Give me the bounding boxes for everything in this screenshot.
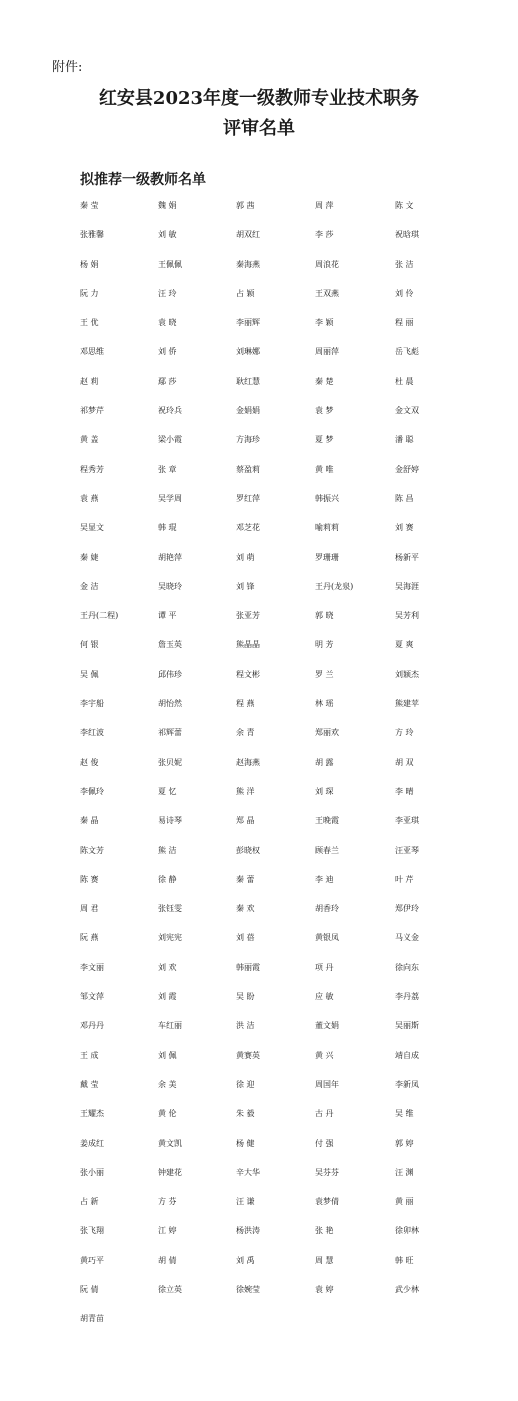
- teacher-name: 王耀杰: [80, 1109, 104, 1119]
- teacher-name: 刘 萌: [236, 552, 255, 562]
- teacher-name: 袁梦倩: [315, 1197, 339, 1207]
- teacher-name: 刘 伶: [395, 288, 414, 298]
- teacher-name: 刘宪宪: [158, 933, 182, 943]
- teacher-name: 吴晓玲: [158, 581, 182, 591]
- teacher-name: 金 洁: [80, 581, 99, 591]
- teacher-name: 王晚霞: [315, 816, 339, 826]
- name-row: [80, 1132, 460, 1161]
- name-row: [80, 223, 460, 252]
- name-row: [80, 340, 460, 369]
- teacher-name: 金舒婷: [395, 464, 419, 474]
- teacher-name: 刘 敏: [158, 230, 177, 240]
- teacher-name: 刘 琛: [315, 786, 334, 796]
- teacher-name: 杨洪涛: [236, 1226, 260, 1236]
- teacher-name: 李亚琪: [395, 816, 419, 826]
- teacher-name: 胡怡然: [158, 699, 182, 709]
- teacher-name: 阮 倩: [80, 1284, 99, 1294]
- name-row: [80, 487, 460, 516]
- teacher-name: 秦 莹: [80, 201, 99, 210]
- teacher-name: 陈 赛: [80, 874, 99, 884]
- teacher-name: 辛大华: [236, 1167, 260, 1177]
- teacher-name: 张 艳: [315, 1226, 334, 1236]
- teacher-name: 吴 盼: [236, 992, 255, 1002]
- teacher-name: 岳飞彪: [395, 347, 419, 357]
- name-row: [80, 399, 460, 428]
- teacher-name: 胡 露: [315, 757, 334, 767]
- teacher-name: 熊建苹: [395, 699, 419, 709]
- teacher-name: 应 敏: [315, 992, 334, 1002]
- teacher-name: 余 青: [236, 728, 255, 738]
- teacher-name: 方 芬: [158, 1197, 177, 1207]
- teacher-name: 占 颖: [236, 288, 255, 298]
- teacher-name: 邓芝花: [236, 523, 260, 533]
- teacher-name: 李 晴: [395, 786, 414, 796]
- teacher-name: 蔡盈莉: [236, 464, 260, 474]
- teacher-name: 郭 婷: [395, 1138, 414, 1148]
- teacher-name: 刘 佩: [158, 1050, 177, 1060]
- teacher-name: 黄 盖: [80, 435, 99, 445]
- teacher-name: 黄文凯: [158, 1138, 182, 1148]
- name-row: [80, 751, 460, 780]
- name-row: [80, 985, 460, 1014]
- teacher-name: 梁小霞: [158, 435, 182, 445]
- teacher-name: 罗红萍: [236, 493, 260, 503]
- teacher-name: 刘琳娜: [236, 347, 260, 357]
- teacher-name: 杨 健: [236, 1138, 255, 1148]
- teacher-name: 夏 忆: [158, 786, 177, 796]
- section-heading: 拟推荐一级教师名单: [80, 172, 206, 188]
- name-row: [80, 604, 460, 633]
- teacher-name: 袁 梦: [315, 406, 334, 416]
- teacher-name: 张 章: [158, 464, 177, 474]
- name-row: [80, 370, 460, 399]
- teacher-name: 秦 晶: [80, 816, 99, 826]
- teacher-name: 周浪花: [315, 259, 339, 269]
- teacher-name: 李文丽: [80, 962, 104, 972]
- teacher-name: 方 玲: [395, 728, 414, 738]
- teacher-name: 张钰雯: [158, 904, 182, 914]
- name-row: [80, 897, 460, 926]
- teacher-name: 汪亚琴: [395, 845, 419, 855]
- teacher-name: 袁 婷: [315, 1284, 334, 1294]
- teacher-name: 邓思维: [80, 347, 104, 357]
- teacher-name: 汪 谦: [236, 1197, 255, 1207]
- name-row: [80, 1102, 460, 1131]
- teacher-name: 周 君: [80, 904, 99, 914]
- teacher-name: 刘 欢: [158, 962, 177, 972]
- teacher-name: 程 燕: [236, 699, 255, 709]
- teacher-name: 程 丽: [395, 318, 414, 328]
- teacher-name: 邓丹丹: [80, 1021, 104, 1031]
- teacher-name: 刘 侨: [158, 347, 177, 357]
- teacher-name: 朱 毅: [236, 1109, 255, 1119]
- name-row: [80, 1161, 460, 1190]
- teacher-name: 谭 平: [158, 611, 177, 621]
- teacher-name: 祝玲兵: [158, 406, 182, 416]
- teacher-name: 刘 禹: [236, 1255, 255, 1265]
- name-list: [80, 194, 460, 1337]
- teacher-name: 何 银: [80, 640, 99, 650]
- teacher-name: 汪 玲: [158, 288, 177, 298]
- teacher-name: 郭 晓: [315, 611, 334, 621]
- name-row: [80, 1044, 460, 1073]
- teacher-name: 陈 文: [395, 201, 414, 210]
- teacher-name: 顾春兰: [315, 845, 339, 855]
- teacher-name: 秦 欢: [236, 904, 255, 914]
- teacher-name: 李宇船: [80, 699, 104, 709]
- teacher-name: 江 婷: [158, 1226, 177, 1236]
- teacher-name: 车红丽: [158, 1021, 182, 1031]
- teacher-name: 王佩佩: [158, 259, 182, 269]
- teacher-name: 陈文芳: [80, 845, 104, 855]
- teacher-name: 戴 莹: [80, 1079, 99, 1089]
- name-row: [80, 253, 460, 282]
- teacher-name: 鄢 莎: [158, 376, 177, 386]
- teacher-name: 黄赛英: [236, 1050, 260, 1060]
- teacher-name: 金娟娟: [236, 406, 260, 416]
- name-row: [80, 516, 460, 545]
- name-row: [80, 428, 460, 457]
- teacher-name: 刘颖杰: [395, 669, 419, 679]
- teacher-name: 喻莉莉: [315, 523, 339, 533]
- teacher-name: 阮 力: [80, 288, 99, 298]
- name-row: [80, 839, 460, 868]
- teacher-name: 潘 聪: [395, 435, 414, 445]
- teacher-name: 熊 洋: [236, 786, 255, 796]
- teacher-name: 李新凤: [395, 1079, 419, 1089]
- teacher-name: 钟建花: [158, 1167, 182, 1177]
- teacher-name: 黄 伦: [158, 1109, 177, 1119]
- teacher-name: 周 萍: [315, 201, 334, 210]
- name-row: [80, 956, 460, 985]
- teacher-name: 徐卯林: [395, 1226, 419, 1236]
- teacher-name: 付 强: [315, 1138, 334, 1148]
- teacher-name: 秦海燕: [236, 259, 260, 269]
- teacher-name: 吴芳利: [395, 611, 419, 621]
- name-row: [80, 546, 460, 575]
- teacher-name: 杨 娟: [80, 259, 99, 269]
- teacher-name: 胡艳萍: [158, 552, 182, 562]
- name-row: [80, 1073, 460, 1102]
- teacher-name: 周丽萍: [315, 347, 339, 357]
- teacher-name: 周 慧: [315, 1255, 334, 1265]
- teacher-name: 王 成: [80, 1050, 99, 1060]
- teacher-name: 王 优: [80, 318, 99, 328]
- document-title-line2: 评审名单: [223, 118, 295, 139]
- teacher-name: 李佩玲: [80, 786, 104, 796]
- teacher-name: 黄 丽: [395, 1197, 414, 1207]
- teacher-name: 汪 渊: [395, 1167, 414, 1177]
- teacher-name: 刘 蓓: [236, 933, 255, 943]
- teacher-name: 吴学周: [158, 493, 182, 503]
- teacher-name: 胡青苗: [80, 1314, 104, 1324]
- teacher-name: 黄 兴: [315, 1050, 334, 1060]
- teacher-name: 袁 燕: [80, 493, 99, 503]
- name-row: [80, 663, 460, 692]
- teacher-name: 耿红慧: [236, 376, 260, 386]
- teacher-name: 刘 霞: [158, 992, 177, 1002]
- name-row: [80, 692, 460, 721]
- teacher-name: 余 美: [158, 1079, 177, 1089]
- teacher-name: 胡双红: [236, 230, 260, 240]
- teacher-name: 徐 迎: [236, 1079, 255, 1089]
- teacher-name: 吴丽斯: [395, 1021, 419, 1031]
- teacher-name: 彭晓权: [236, 845, 260, 855]
- teacher-name: 夏 梦: [315, 435, 334, 445]
- teacher-name: 陈 昌: [395, 493, 414, 503]
- teacher-name: 吴 佩: [80, 669, 99, 679]
- name-row: [80, 575, 460, 604]
- name-row: [80, 780, 460, 809]
- teacher-name: 黄巧平: [80, 1255, 104, 1265]
- attachment-label: 附件:: [52, 60, 83, 75]
- teacher-name: 易诗琴: [158, 816, 182, 826]
- teacher-name: 熊 洁: [158, 845, 177, 855]
- teacher-name: 罗 兰: [315, 669, 334, 679]
- teacher-name: 韩丽霞: [236, 962, 260, 972]
- teacher-name: 明 芳: [315, 640, 334, 650]
- teacher-name: 胡 倩: [158, 1255, 177, 1265]
- teacher-name: 王双燕: [315, 288, 339, 298]
- teacher-name: 夏 爽: [395, 640, 414, 650]
- teacher-name: 董文娟: [315, 1021, 339, 1031]
- teacher-name: 阮 燕: [80, 933, 99, 943]
- name-row: [80, 311, 460, 340]
- name-row: [80, 721, 460, 750]
- teacher-name: 姜成红: [80, 1138, 104, 1148]
- teacher-name: 张飞翔: [80, 1226, 104, 1236]
- teacher-name: 占 新: [80, 1197, 99, 1207]
- teacher-name: 王丹(龙泉): [315, 581, 354, 591]
- teacher-name: 邹文萍: [80, 992, 104, 1002]
- teacher-name: 郭 茜: [236, 201, 255, 210]
- name-row: [80, 1190, 460, 1219]
- teacher-name: 吴海涯: [395, 581, 419, 591]
- teacher-name: 罗珊珊: [315, 552, 339, 562]
- teacher-name: 郑 晶: [236, 816, 255, 826]
- teacher-name: 叶 芹: [395, 874, 414, 884]
- teacher-name: 徐 静: [158, 874, 177, 884]
- teacher-name: 古 丹: [315, 1109, 334, 1119]
- teacher-name: 吴显文: [80, 523, 104, 533]
- teacher-name: 吴芬芬: [315, 1167, 339, 1177]
- name-row: [80, 1307, 460, 1336]
- teacher-name: 张亚芳: [236, 611, 260, 621]
- name-row: [80, 282, 460, 311]
- name-row: [80, 458, 460, 487]
- teacher-name: 李红波: [80, 728, 104, 738]
- teacher-name: 武少林: [395, 1284, 419, 1294]
- teacher-name: 胡 双: [395, 757, 414, 767]
- teacher-name: 邱伟珍: [158, 669, 182, 679]
- name-row: [80, 1278, 460, 1307]
- teacher-name: 赵 莉: [80, 376, 99, 386]
- teacher-name: 祝晗琪: [395, 230, 419, 240]
- teacher-name: 黄 唯: [315, 464, 334, 474]
- teacher-name: 程秀芳: [80, 464, 104, 474]
- teacher-name: 张小丽: [80, 1167, 104, 1177]
- document-title: 红安县2023年度一级教师专业技术职务: [98, 88, 420, 109]
- teacher-name: 韩 旺: [395, 1255, 414, 1265]
- teacher-name: 赵 俊: [80, 757, 99, 767]
- name-row: [80, 868, 460, 897]
- name-row: [80, 194, 460, 223]
- teacher-name: 袁 晓: [158, 318, 177, 328]
- teacher-name: 黄银凤: [315, 933, 339, 943]
- teacher-name: 秦 楚: [315, 376, 334, 386]
- teacher-name: 张雅馨: [80, 230, 104, 240]
- teacher-name: 杜 晨: [395, 376, 414, 386]
- teacher-name: 秦 蕾: [236, 874, 255, 884]
- teacher-name: 李丹荔: [395, 992, 419, 1002]
- name-row: [80, 633, 460, 662]
- teacher-name: 林 瑶: [315, 699, 334, 709]
- teacher-name: 李丽辉: [236, 318, 260, 328]
- teacher-name: 郑丽欢: [315, 728, 339, 738]
- teacher-name: 赵海燕: [236, 757, 260, 767]
- teacher-name: 刘 锋: [236, 581, 255, 591]
- teacher-name: 李 莎: [315, 230, 334, 240]
- teacher-name: 胡香玲: [315, 904, 339, 914]
- teacher-name: 项 丹: [315, 962, 334, 972]
- teacher-name: 张 洁: [395, 259, 414, 269]
- name-row: [80, 926, 460, 955]
- teacher-name: 秦 婕: [80, 552, 99, 562]
- teacher-name: 李 颖: [315, 318, 334, 328]
- teacher-name: 刘 赛: [395, 523, 414, 533]
- teacher-name: 程文彬: [236, 669, 260, 679]
- teacher-name: 郑伊玲: [395, 904, 419, 914]
- teacher-name: 金文双: [395, 406, 419, 416]
- teacher-name: 徐婉莹: [236, 1284, 260, 1294]
- teacher-name: 杨新平: [395, 552, 419, 562]
- name-row: [80, 1249, 460, 1278]
- teacher-name: 靖自成: [395, 1050, 419, 1060]
- teacher-name: 张贝妮: [158, 757, 182, 767]
- teacher-name: 吴 维: [395, 1109, 414, 1119]
- teacher-name: 王丹(二程): [80, 611, 119, 621]
- teacher-name: 熊晶晶: [236, 640, 260, 650]
- teacher-name: 韩 琨: [158, 523, 177, 533]
- teacher-name: 李 迪: [315, 874, 334, 884]
- teacher-name: 洪 洁: [236, 1021, 255, 1031]
- name-row: [80, 809, 460, 838]
- teacher-name: 徐向东: [395, 962, 419, 972]
- teacher-name: 周国年: [315, 1079, 339, 1089]
- teacher-name: 祁梦芹: [80, 406, 104, 416]
- name-row: [80, 1014, 460, 1043]
- teacher-name: 方海珍: [236, 435, 260, 445]
- teacher-name: 魏 娟: [158, 201, 177, 210]
- teacher-name: 马义金: [395, 933, 419, 943]
- teacher-name: 韩振兴: [315, 493, 339, 503]
- teacher-name: 徐立英: [158, 1284, 182, 1294]
- teacher-name: 詹玉英: [158, 640, 182, 650]
- name-row: [80, 1219, 460, 1248]
- teacher-name: 祁辉蕾: [158, 728, 182, 738]
